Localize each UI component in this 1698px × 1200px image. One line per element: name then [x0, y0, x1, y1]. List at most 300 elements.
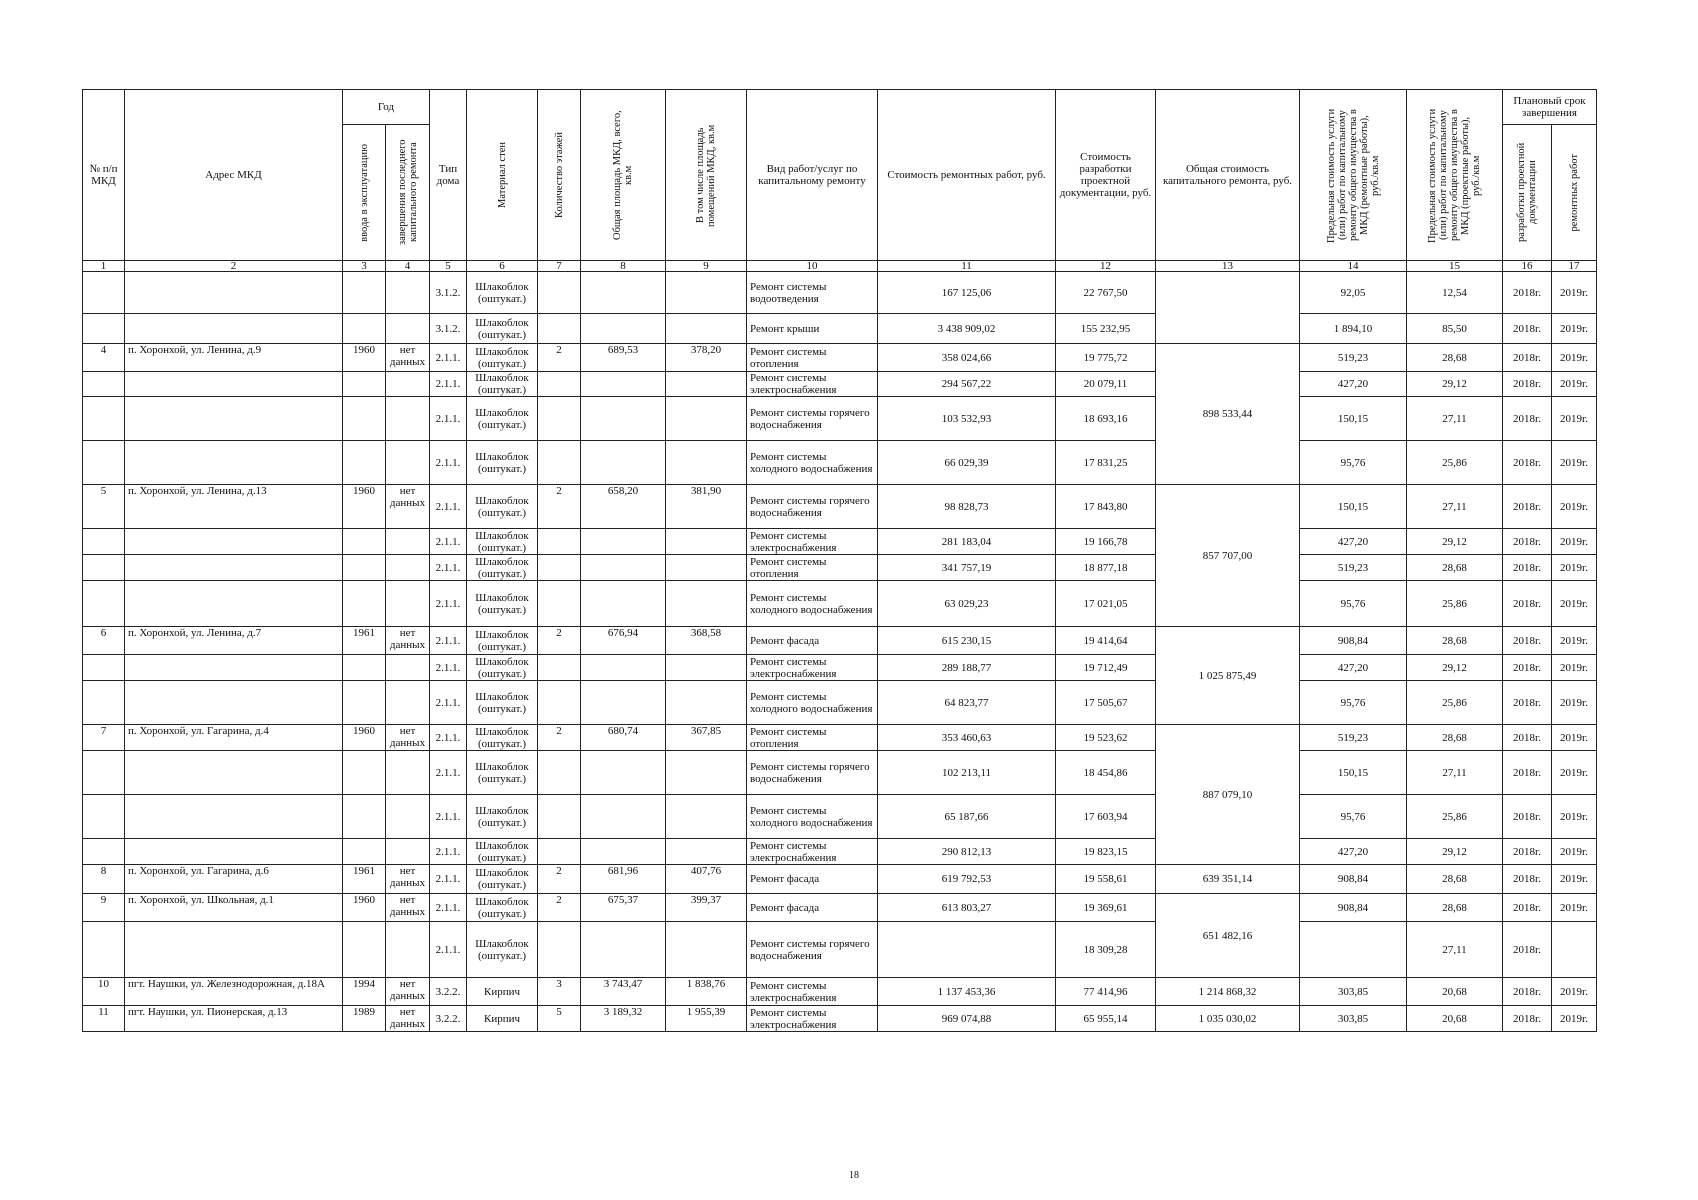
cell-floors: 2 [538, 344, 581, 372]
cell-year-last-repair [386, 655, 430, 681]
cell-work-type: Ремонт системы горячего водоснабжения [747, 922, 878, 978]
cell-total-area [581, 922, 666, 978]
cell-design-cost: 17 603,94 [1056, 795, 1156, 839]
cell-repair-deadline: 2019г. [1552, 555, 1597, 581]
cell-year-built [343, 555, 386, 581]
cell-design-deadline: 2018г. [1503, 839, 1552, 865]
cell-design-cost: 18 693,16 [1056, 397, 1156, 441]
cell-work-type: Ремонт системы холодного водоснабжения [747, 581, 878, 627]
cell-work-type: Ремонт крыши [747, 314, 878, 344]
cell-house-type: 2.1.1. [430, 555, 467, 581]
cell-total-cost [1156, 272, 1300, 344]
cell-house-type: 2.1.1. [430, 529, 467, 555]
cell-premises-area [666, 272, 747, 314]
cell-premises-area [666, 681, 747, 725]
cell-premises-area: 1 838,76 [666, 978, 747, 1006]
cell-work-type: Ремонт фасада [747, 894, 878, 922]
cell-premises-area [666, 397, 747, 441]
cell-year-last-repair: нет данных [386, 344, 430, 372]
cell-work-type: Ремонт системы электроснабжения [747, 1006, 878, 1032]
header-plan-group: Плановый срок завершения [1503, 90, 1597, 125]
cell-year-last-repair [386, 555, 430, 581]
cell-floors [538, 655, 581, 681]
cell-wall-material: Кирпич [467, 978, 538, 1006]
header-col1: № п/п МКД [83, 90, 125, 261]
cell-wall-material: Шлакоблок (оштукат.) [467, 839, 538, 865]
cell-limit-repair: 519,23 [1300, 725, 1407, 751]
cell-total-area: 675,37 [581, 894, 666, 922]
cell-repair-deadline: 2019г. [1552, 894, 1597, 922]
cell-design-cost: 17 021,05 [1056, 581, 1156, 627]
table-row [83, 725, 1597, 751]
cell-repair-cost: 98 828,73 [878, 485, 1056, 529]
cell-design-cost: 19 166,78 [1056, 529, 1156, 555]
cell-design-cost: 17 831,25 [1056, 441, 1156, 485]
cell-house-type: 2.1.1. [430, 681, 467, 725]
cell-floors: 5 [538, 1006, 581, 1032]
cell-number [83, 372, 125, 397]
document-table-wrapper [82, 89, 1597, 1032]
cell-total-area: 680,74 [581, 725, 666, 751]
cell-repair-deadline: 2019г. [1552, 344, 1597, 372]
cell-repair-cost: 63 029,23 [878, 581, 1056, 627]
table-body [83, 272, 1597, 1032]
header-col17: ремонтных работ [1552, 125, 1597, 261]
cell-floors [538, 681, 581, 725]
cell-design-deadline: 2018г. [1503, 865, 1552, 894]
cell-repair-deadline: 2019г. [1552, 581, 1597, 627]
cell-year-last-repair [386, 372, 430, 397]
header-col13: Общая стоимость капитального ремонта, руб. [1156, 90, 1300, 261]
cell-design-deadline: 2018г. [1503, 485, 1552, 529]
cell-address [125, 272, 343, 314]
cell-year-built [343, 529, 386, 555]
cell-repair-cost: 613 803,27 [878, 894, 1056, 922]
cell-work-type: Ремонт системы электроснабжения [747, 372, 878, 397]
cell-total-area: 658,20 [581, 485, 666, 529]
cell-floors: 2 [538, 485, 581, 529]
cell-premises-area: 368,58 [666, 627, 747, 655]
cell-year-built [343, 272, 386, 314]
header-col10: Вид работ/услуг по капитальному ремонту [747, 90, 878, 261]
cell-design-cost: 19 775,72 [1056, 344, 1156, 372]
cell-floors [538, 795, 581, 839]
cell-house-type: 2.1.1. [430, 581, 467, 627]
cell-repair-deadline: 2019г. [1552, 397, 1597, 441]
cell-limit-design: 28,68 [1407, 344, 1503, 372]
cell-address [125, 681, 343, 725]
cell-wall-material: Шлакоблок (оштукат.) [467, 751, 538, 795]
cell-wall-material: Шлакоблок (оштукат.) [467, 529, 538, 555]
cell-design-cost: 20 079,11 [1056, 372, 1156, 397]
cell-limit-design: 29,12 [1407, 372, 1503, 397]
cell-design-deadline: 2018г. [1503, 627, 1552, 655]
cell-year-built: 1994 [343, 978, 386, 1006]
cell-work-type: Ремонт системы горячего водоснабжения [747, 751, 878, 795]
cell-work-type: Ремонт системы водоотведения [747, 272, 878, 314]
cell-year-last-repair [386, 529, 430, 555]
cell-limit-repair: 427,20 [1300, 839, 1407, 865]
cell-repair-cost: 65 187,66 [878, 795, 1056, 839]
cell-house-type: 3.1.2. [430, 314, 467, 344]
cell-wall-material: Шлакоблок (оштукат.) [467, 344, 538, 372]
header-col7: Количество этажей [538, 90, 581, 261]
cell-premises-area [666, 839, 747, 865]
cell-work-type: Ремонт системы отопления [747, 725, 878, 751]
cell-limit-repair: 95,76 [1300, 681, 1407, 725]
cell-repair-deadline: 2019г. [1552, 795, 1597, 839]
cell-year-last-repair: нет данных [386, 865, 430, 894]
cell-floors [538, 555, 581, 581]
cell-house-type: 2.1.1. [430, 344, 467, 372]
cell-work-type: Ремонт системы отопления [747, 344, 878, 372]
cell-wall-material: Кирпич [467, 1006, 538, 1032]
cell-house-type: 2.1.1. [430, 441, 467, 485]
cell-floors [538, 922, 581, 978]
cell-year-built [343, 839, 386, 865]
column-number: 17 [1552, 261, 1597, 272]
table-row [83, 397, 1597, 441]
cell-design-deadline: 2018г. [1503, 441, 1552, 485]
cell-limit-repair: 908,84 [1300, 865, 1407, 894]
cell-limit-design: 29,12 [1407, 529, 1503, 555]
column-number: 12 [1056, 261, 1156, 272]
column-number: 8 [581, 261, 666, 272]
cell-address [125, 555, 343, 581]
cell-repair-deadline: 2019г. [1552, 725, 1597, 751]
cell-repair-deadline: 2019г. [1552, 485, 1597, 529]
cell-total-area [581, 581, 666, 627]
column-number: 10 [747, 261, 878, 272]
table-row [83, 922, 1597, 978]
table-row [83, 627, 1597, 655]
cell-limit-repair: 908,84 [1300, 894, 1407, 922]
cell-floors: 2 [538, 865, 581, 894]
cell-floors [538, 372, 581, 397]
cell-limit-design: 85,50 [1407, 314, 1503, 344]
cell-number [83, 839, 125, 865]
cell-total-area [581, 795, 666, 839]
cell-number [83, 272, 125, 314]
cell-address: п. Хоронхой, ул. Гагарина, д.4 [125, 725, 343, 751]
table-row [83, 485, 1597, 529]
cell-repair-cost: 103 532,93 [878, 397, 1056, 441]
cell-design-deadline: 2018г. [1503, 655, 1552, 681]
cell-address [125, 655, 343, 681]
cell-total-cost: 1 214 868,32 [1156, 978, 1300, 1006]
cell-total-area: 676,94 [581, 627, 666, 655]
cell-limit-design: 25,86 [1407, 441, 1503, 485]
table-row [83, 344, 1597, 372]
cell-repair-deadline: 2019г. [1552, 865, 1597, 894]
cell-design-cost: 19 523,62 [1056, 725, 1156, 751]
header-col3: ввода в эксплуатацию [343, 125, 386, 261]
cell-number: 10 [83, 978, 125, 1006]
header-col16: разработки проектной документации [1503, 125, 1552, 261]
cell-design-deadline: 2018г. [1503, 894, 1552, 922]
cell-work-type: Ремонт системы электроснабжения [747, 655, 878, 681]
cell-wall-material: Шлакоблок (оштукат.) [467, 922, 538, 978]
column-number: 5 [430, 261, 467, 272]
table-row [83, 529, 1597, 555]
table-row [83, 681, 1597, 725]
cell-limit-design: 27,11 [1407, 397, 1503, 441]
cell-number [83, 314, 125, 344]
cell-address: п. Хоронхой, ул. Ленина, д.9 [125, 344, 343, 372]
capital-repair-table [82, 89, 1597, 1032]
cell-total-area [581, 555, 666, 581]
cell-year-built: 1960 [343, 485, 386, 529]
cell-limit-repair: 427,20 [1300, 655, 1407, 681]
cell-premises-area [666, 581, 747, 627]
cell-total-area [581, 314, 666, 344]
cell-total-area [581, 441, 666, 485]
cell-address [125, 922, 343, 978]
header-col12: Стоимость разработки проектной документации, руб. [1056, 90, 1156, 261]
cell-number [83, 795, 125, 839]
cell-house-type: 2.1.1. [430, 725, 467, 751]
cell-year-last-repair [386, 314, 430, 344]
cell-floors: 2 [538, 725, 581, 751]
cell-work-type: Ремонт системы горячего водоснабжения [747, 397, 878, 441]
cell-floors [538, 397, 581, 441]
cell-total-area: 3 189,32 [581, 1006, 666, 1032]
column-number: 14 [1300, 261, 1407, 272]
cell-limit-repair: 303,85 [1300, 1006, 1407, 1032]
cell-limit-design: 28,68 [1407, 555, 1503, 581]
cell-limit-repair: 303,85 [1300, 978, 1407, 1006]
cell-limit-repair: 95,76 [1300, 441, 1407, 485]
cell-design-cost: 19 414,64 [1056, 627, 1156, 655]
cell-number: 9 [83, 894, 125, 922]
cell-number: 6 [83, 627, 125, 655]
column-number: 16 [1503, 261, 1552, 272]
table-row [83, 894, 1597, 922]
cell-repair-deadline: 2019г. [1552, 839, 1597, 865]
cell-total-cost: 639 351,14 [1156, 865, 1300, 894]
cell-limit-repair: 95,76 [1300, 581, 1407, 627]
cell-house-type: 2.1.1. [430, 922, 467, 978]
column-number: 2 [125, 261, 343, 272]
cell-number [83, 655, 125, 681]
cell-address [125, 839, 343, 865]
cell-year-built: 1960 [343, 725, 386, 751]
cell-premises-area [666, 529, 747, 555]
column-number-row [83, 261, 1597, 272]
cell-repair-cost: 619 792,53 [878, 865, 1056, 894]
cell-total-area: 3 743,47 [581, 978, 666, 1006]
cell-floors [538, 529, 581, 555]
cell-repair-cost: 167 125,06 [878, 272, 1056, 314]
cell-premises-area: 378,20 [666, 344, 747, 372]
cell-repair-deadline: 2019г. [1552, 1006, 1597, 1032]
cell-design-cost: 18 877,18 [1056, 555, 1156, 581]
cell-wall-material: Шлакоблок (оштукат.) [467, 894, 538, 922]
cell-limit-repair: 908,84 [1300, 627, 1407, 655]
cell-work-type: Ремонт системы горячего водоснабжения [747, 485, 878, 529]
cell-limit-design: 27,11 [1407, 485, 1503, 529]
cell-total-area: 681,96 [581, 865, 666, 894]
cell-year-last-repair [386, 839, 430, 865]
cell-number [83, 555, 125, 581]
header-col6: Материал стен [467, 90, 538, 261]
cell-year-built [343, 751, 386, 795]
cell-limit-repair: 1 894,10 [1300, 314, 1407, 344]
cell-limit-repair: 92,05 [1300, 272, 1407, 314]
cell-work-type: Ремонт системы электроснабжения [747, 839, 878, 865]
cell-year-built [343, 581, 386, 627]
cell-house-type: 3.1.2. [430, 272, 467, 314]
cell-address: п. Хоронхой, ул. Ленина, д.13 [125, 485, 343, 529]
cell-address: п. Хоронхой, ул. Гагарина, д.6 [125, 865, 343, 894]
cell-year-built: 1960 [343, 894, 386, 922]
cell-design-deadline: 2018г. [1503, 681, 1552, 725]
cell-limit-design: 20,68 [1407, 978, 1503, 1006]
cell-repair-cost: 615 230,15 [878, 627, 1056, 655]
cell-repair-cost: 64 823,77 [878, 681, 1056, 725]
cell-house-type: 2.1.1. [430, 751, 467, 795]
cell-number: 7 [83, 725, 125, 751]
cell-house-type: 3.2.2. [430, 1006, 467, 1032]
cell-year-last-repair [386, 272, 430, 314]
cell-floors: 2 [538, 894, 581, 922]
cell-premises-area [666, 655, 747, 681]
cell-year-last-repair [386, 681, 430, 725]
cell-year-built [343, 922, 386, 978]
cell-house-type: 2.1.1. [430, 397, 467, 441]
cell-design-deadline: 2018г. [1503, 397, 1552, 441]
header-col9: В том числе площадь помещений МКД, кв.м [666, 90, 747, 261]
cell-limit-design: 25,86 [1407, 681, 1503, 725]
cell-design-cost: 19 558,61 [1056, 865, 1156, 894]
cell-design-cost: 17 843,80 [1056, 485, 1156, 529]
cell-year-last-repair [386, 397, 430, 441]
header-col15: Предельная стоимость услуги (или) работ по капитальному ремонту общего имущества в МКД (проектные работы), руб./кв.м [1407, 90, 1503, 261]
cell-number: 11 [83, 1006, 125, 1032]
cell-design-deadline: 2018г. [1503, 555, 1552, 581]
cell-premises-area: 407,76 [666, 865, 747, 894]
cell-year-last-repair: нет данных [386, 725, 430, 751]
cell-wall-material: Шлакоблок (оштукат.) [467, 795, 538, 839]
cell-limit-repair: 519,23 [1300, 344, 1407, 372]
table-row [83, 581, 1597, 627]
cell-wall-material: Шлакоблок (оштукат.) [467, 441, 538, 485]
cell-house-type: 2.1.1. [430, 865, 467, 894]
cell-address [125, 372, 343, 397]
cell-wall-material: Шлакоблок (оштукат.) [467, 865, 538, 894]
cell-limit-design: 28,68 [1407, 627, 1503, 655]
cell-total-area [581, 681, 666, 725]
cell-address [125, 314, 343, 344]
column-number: 4 [386, 261, 430, 272]
column-number: 15 [1407, 261, 1503, 272]
cell-floors [538, 839, 581, 865]
cell-year-last-repair: нет данных [386, 1006, 430, 1032]
cell-design-deadline: 2018г. [1503, 751, 1552, 795]
header-col4: завершения последнего капитального ремонта [386, 125, 430, 261]
cell-design-deadline: 2018г. [1503, 372, 1552, 397]
cell-house-type: 2.1.1. [430, 655, 467, 681]
cell-number: 4 [83, 344, 125, 372]
cell-repair-deadline: 2019г. [1552, 978, 1597, 1006]
cell-number [83, 751, 125, 795]
cell-design-cost: 18 454,86 [1056, 751, 1156, 795]
column-number: 6 [467, 261, 538, 272]
header-col14: Предельная стоимость услуги (или) работ по капитальному ремонту общего имущества в МКД (ремонтные работы), руб./кв.м [1300, 90, 1407, 261]
cell-design-cost: 17 505,67 [1056, 681, 1156, 725]
cell-total-cost: 1 025 875,49 [1156, 627, 1300, 725]
table-row [83, 751, 1597, 795]
cell-repair-deadline: 2019г. [1552, 372, 1597, 397]
table-row [83, 655, 1597, 681]
column-number: 3 [343, 261, 386, 272]
cell-limit-repair: 427,20 [1300, 372, 1407, 397]
cell-premises-area: 399,37 [666, 894, 747, 922]
cell-total-cost: 1 035 030,02 [1156, 1006, 1300, 1032]
cell-repair-cost: 289 188,77 [878, 655, 1056, 681]
cell-repair-cost: 294 567,22 [878, 372, 1056, 397]
cell-address [125, 581, 343, 627]
cell-limit-design: 20,68 [1407, 1006, 1503, 1032]
cell-design-deadline: 2018г. [1503, 978, 1552, 1006]
cell-limit-repair: 150,15 [1300, 751, 1407, 795]
cell-limit-design: 28,68 [1407, 865, 1503, 894]
cell-year-last-repair: нет данных [386, 485, 430, 529]
cell-repair-deadline: 2019г. [1552, 441, 1597, 485]
cell-limit-design: 25,86 [1407, 581, 1503, 627]
cell-design-deadline: 2018г. [1503, 272, 1552, 314]
table-row [83, 1006, 1597, 1032]
header-col8: Общая площадь МКД, всего, кв.м [581, 90, 666, 261]
cell-floors: 3 [538, 978, 581, 1006]
cell-wall-material: Шлакоблок (оштукат.) [467, 627, 538, 655]
cell-address: пгт. Наушки, ул. Железнодорожная, д.18А [125, 978, 343, 1006]
cell-address: п. Хоронхой, ул. Ленина, д.7 [125, 627, 343, 655]
cell-repair-deadline: 2019г. [1552, 529, 1597, 555]
cell-total-area [581, 751, 666, 795]
cell-wall-material: Шлакоблок (оштукат.) [467, 655, 538, 681]
cell-address [125, 795, 343, 839]
cell-work-type: Ремонт фасада [747, 627, 878, 655]
cell-wall-material: Шлакоблок (оштукат.) [467, 397, 538, 441]
cell-design-deadline: 2018г. [1503, 922, 1552, 978]
cell-house-type: 3.2.2. [430, 978, 467, 1006]
cell-design-cost: 18 309,28 [1056, 922, 1156, 978]
cell-repair-deadline: 2019г. [1552, 314, 1597, 344]
column-number: 1 [83, 261, 125, 272]
table-row [83, 314, 1597, 344]
cell-repair-deadline: 2019г. [1552, 655, 1597, 681]
cell-total-cost: 898 533,44 [1156, 344, 1300, 485]
cell-repair-deadline: 2019г. [1552, 681, 1597, 725]
header-col11: Стоимость ремонтных работ, руб. [878, 90, 1056, 261]
cell-year-built [343, 441, 386, 485]
cell-wall-material: Шлакоблок (оштукат.) [467, 681, 538, 725]
cell-limit-repair: 150,15 [1300, 397, 1407, 441]
cell-design-cost: 19 712,49 [1056, 655, 1156, 681]
table-row [83, 865, 1597, 894]
cell-total-area [581, 529, 666, 555]
cell-house-type: 2.1.1. [430, 839, 467, 865]
cell-premises-area [666, 922, 747, 978]
cell-floors [538, 581, 581, 627]
cell-limit-design: 28,68 [1407, 894, 1503, 922]
cell-premises-area [666, 795, 747, 839]
table-row [83, 978, 1597, 1006]
cell-premises-area: 367,85 [666, 725, 747, 751]
cell-year-built [343, 655, 386, 681]
cell-year-last-repair [386, 441, 430, 485]
